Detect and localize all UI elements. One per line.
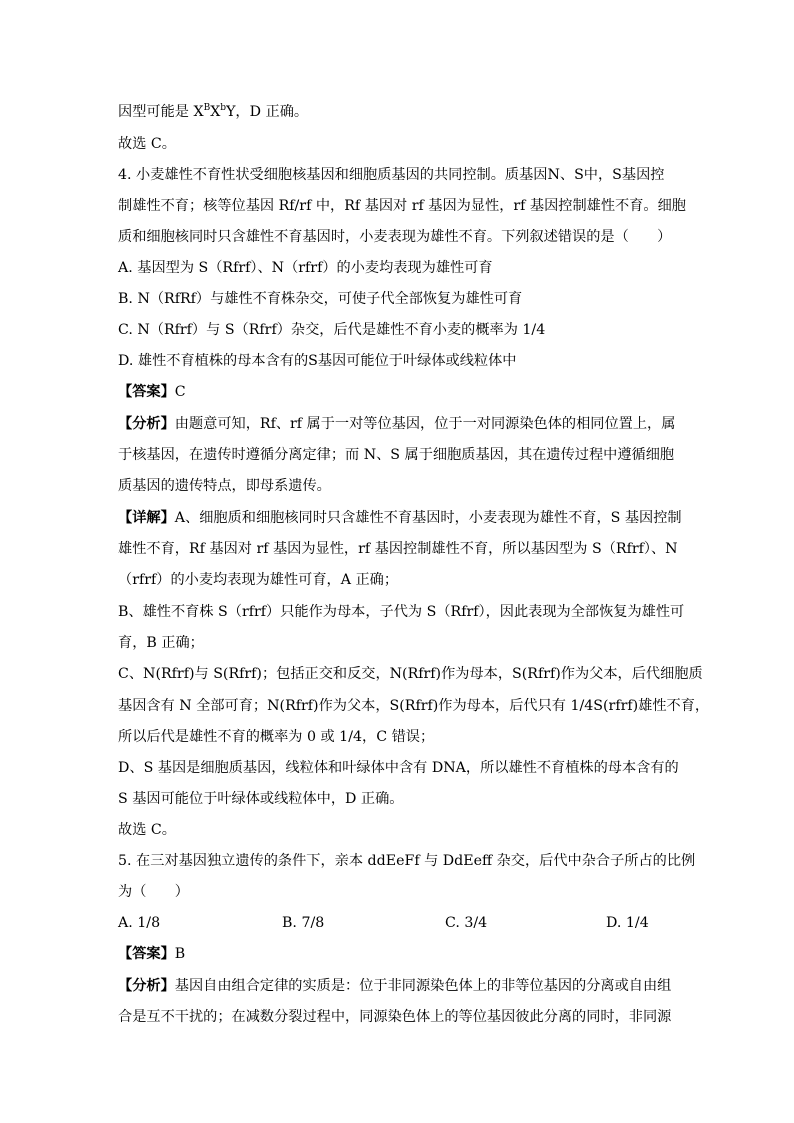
text-line: 故选 C。 — [118, 822, 176, 838]
option-c: C. 3/4 — [445, 915, 488, 931]
question-5-options — [118, 913, 678, 933]
question-4-stem: 制雄性不育；核等位基因 Rf/rf 中，Rf 基因对 rf 基因为显性，rf 基因控制雄性不育。细胞 — [118, 198, 686, 214]
detail-line: 【详解】A、细胞质和细胞核同时只含雄性不育基因时，小麦表现为雄性不育，S 基因控制 — [118, 510, 682, 526]
text-line: （rfrf）的小麦均表现为雄性可育，A 正确； — [118, 572, 399, 588]
detail-tag: 【详解】 — [118, 510, 175, 526]
question-4-option-d: D. 雄性不育植株的母本含有的S基因可能位于叶绿体或线粒体中 — [118, 353, 517, 369]
text-line: 因型可能是 $X^BX^bY$，D 正确。 — [118, 103, 309, 120]
answer-line: 【答案】B — [118, 946, 186, 962]
question-4-stem: 4. 小麦雄性不育性状受细胞核基因和细胞质基因的共同控制。质基因N、S中，S基因控 — [118, 167, 665, 183]
question-5-stem: 5. 在三对基因独立遗传的条件下，亲本 ddEeFf 与 DdEeff 杂交，后代中杂合子所占的比例 — [118, 853, 696, 869]
question-4-option-a: A. 基因型为 S（Rfrf）、N（rfrf）的小麦均表现为雄性可育 — [118, 260, 493, 276]
text-line: 故选 C。 — [118, 136, 176, 152]
text-line: C、N(Rfrf)与 S(Rfrf)；包括正交和反交，N(Rfrf)作为母本，S(Rfrf)作为父本，后代细胞质 — [118, 666, 703, 682]
analysis-line: 【分析】由题意可知，Rf、rf 属于一对等位基因，位于一对同源染色体的相同位置上，属 — [118, 416, 676, 432]
text-line: 质基因的遗传特点，即母系遗传。 — [118, 478, 331, 494]
question-4-option-c: C. N（Rfrf）与 S（Rfrf）杂交，后代是雄性不育小麦的概率为 1/4 — [118, 322, 546, 338]
text-line: B、雄性不育株 S（rfrf）只能作为母本，子代为 S（Rfrf），因此表现为全部恢复为雄性可 — [118, 604, 685, 620]
option-a: A. 1/8 — [118, 915, 161, 931]
option-b: B. 7/8 — [282, 915, 325, 931]
text-line: 雄性不育，Rf 基因对 rf 基因为显性，rf 基因控制雄性不育，所以基因型为 S（Rfrf）、N — [118, 541, 678, 557]
text-line: 合是互不干扰的；在减数分裂过程中，同源染色体上的等位基因彼此分离的同时，非同源 — [118, 1009, 672, 1025]
analysis-tag: 【分析】 — [118, 416, 175, 432]
text-line: 所以后代是雄性不育的概率为 0 或 1/4，C 错误； — [118, 729, 435, 745]
text-line: D、S 基因是细胞质基因，线粒体和叶绿体中含有 DNA，所以雄性不育植株的母本含有的 — [118, 760, 679, 776]
answer-tag: 【答案】 — [118, 946, 175, 962]
question-5-stem: 为（ ） — [118, 884, 189, 900]
text-line: 育，B 正确； — [118, 635, 204, 651]
text-line: S 基因可能位于叶绿体或线粒体中，D 正确。 — [118, 791, 404, 807]
option-d: D. 1/4 — [606, 915, 649, 931]
analysis-line: 【分析】基因自由组合定律的实质是：位于非同源染色体上的非等位基因的分离或自由组 — [118, 978, 672, 994]
question-4-stem: 质和细胞核同时只含雄性不育基因时，小麦表现为雄性不育。下列叙述错误的是（ ） — [118, 229, 672, 245]
text-line: 于核基因，在遗传时遵循分离定律；而 N、S 属于细胞质基因，其在遗传过程中遵循细胞 — [118, 447, 675, 463]
question-4-option-b: B. N（RfRf）与雄性不育株杂交，可使子代全部恢复为雄性可育 — [118, 291, 523, 307]
answer-tag: 【答案】 — [118, 384, 175, 400]
analysis-tag: 【分析】 — [118, 978, 175, 994]
text-line: 基因含有 N 全部可育；N(Rfrf)作为父本，S(Rfrf)作为母本，后代只有 1/4S(rfrf)雄性不育， — [118, 698, 710, 714]
answer-line: 【答案】C — [118, 384, 186, 400]
